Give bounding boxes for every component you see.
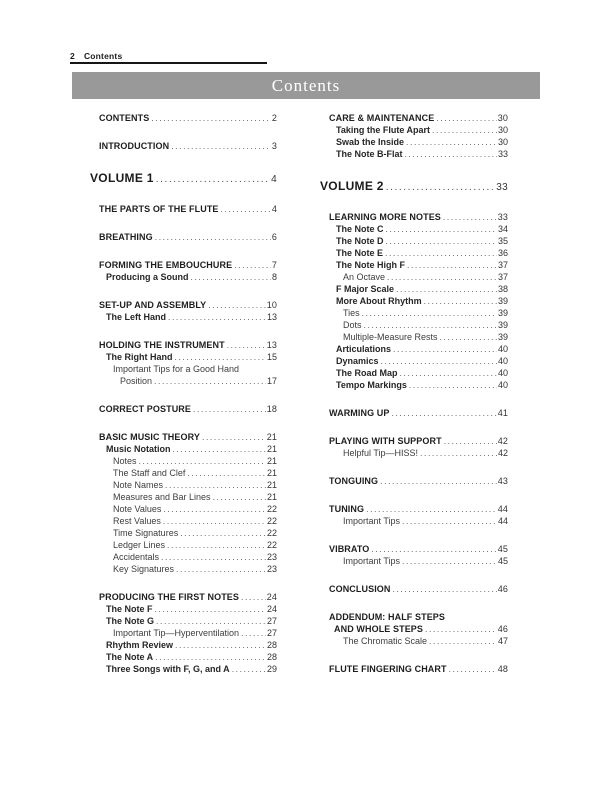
toc-entry [90,351,277,363]
dot-leader [444,435,497,447]
dot-leader [393,343,497,355]
dot-leader [436,112,496,124]
toc-entry-label: FLUTE FINGERING CHART [329,664,447,674]
toc-entry-label: Time Signatures [113,528,179,538]
toc-entry-page: 44 [497,516,508,526]
toc-entry-page: 46 [497,584,508,594]
dot-leader [440,331,497,343]
toc-entry-label: Note Values [113,504,162,514]
toc-entry-label: F Major Scale [336,284,395,294]
toc-entry-page: 39 [497,296,508,306]
toc-entry [90,479,277,491]
toc-entry-label: The Note F [106,604,153,614]
toc-entry-page: 22 [266,540,277,550]
toc-entry-label: Ties [343,308,360,318]
toc-entry-page: 28 [266,640,277,650]
toc-entry-page: 40 [497,356,508,366]
toc-entry [320,407,508,419]
toc-entry [320,295,508,307]
running-head-section-label: Contents [83,51,123,61]
dot-leader [155,651,266,663]
dot-leader [208,299,266,311]
toc-entry-page: 37 [497,272,508,282]
toc-entry-page: 13 [266,312,277,322]
toc-entry [90,455,277,467]
dot-leader [191,271,271,283]
dot-leader [364,319,497,331]
toc-entry [90,311,277,323]
toc-entry-page: 38 [497,284,508,294]
toc-entry-page: 37 [497,260,508,270]
toc-entry-page: 28 [266,652,277,662]
toc-entry-page: 21 [266,480,277,490]
dot-leader [156,615,266,627]
dot-leader [175,351,266,363]
toc-entry-label: Producing a Sound [106,272,189,282]
dot-leader [402,515,497,527]
toc-entry-label: PRODUCING THE FIRST NOTES [99,592,240,602]
toc-entry-page: 46 [497,624,508,634]
toc-entry-page: 7 [271,260,277,270]
toc-entry-label: Measures and Bar Lines [113,492,211,502]
toc-entry-page: 40 [497,344,508,354]
toc-entry-page: 40 [497,380,508,390]
toc-entry-page: 45 [497,544,508,554]
toc-entry-label: Important Tips for a Good Hand [113,364,240,374]
toc-entry-page: 33 [497,149,508,159]
toc-entry-label: Music Notation [106,444,171,454]
toc-entry [90,491,277,503]
toc-entry [90,515,277,527]
toc-entry [320,663,508,675]
toc-entry-page: 42 [497,448,508,458]
toc-entry-label: BREATHING [99,232,153,242]
dot-leader [392,407,497,419]
toc-entry [320,515,508,527]
toc-entry [90,171,277,187]
dot-leader [386,235,497,247]
toc-entry-page: 34 [497,224,508,234]
toc-entry [320,583,508,595]
toc-entry [320,124,508,136]
toc-entry [320,355,508,367]
toc-entry-page: 3 [271,141,277,151]
toc-entry-label: PLAYING WITH SUPPORT [329,436,442,446]
dot-leader [387,271,497,283]
toc-entry [320,343,508,355]
toc-entry [320,223,508,235]
dot-leader [151,112,271,124]
contents-banner [72,72,540,99]
dot-leader [171,140,271,152]
toc-entry [320,635,508,647]
toc-entry-label: The Note C [336,224,384,234]
toc-entry [90,627,277,639]
dot-leader [163,515,266,527]
toc-entry-label: The Staff and Clef [113,468,186,478]
toc-entry-page: 22 [266,516,277,526]
toc-entry [90,299,277,311]
toc-entry-label: Helpful Tip—HISS! [343,448,419,458]
toc-entry-label: CORRECT POSTURE [99,404,192,414]
toc-entry-label: SET-UP AND ASSEMBLY [99,300,207,310]
toc-entry [320,447,508,459]
dot-leader [165,479,266,491]
toc-entry-page: 21 [266,432,277,442]
dot-leader [362,307,497,319]
toc-entry-page: 27 [266,628,277,638]
toc-entry-label: VOLUME 2 [320,179,384,193]
toc-entry [90,363,277,375]
toc-entry-label: Articulations [336,344,392,354]
toc-entry-label: BASIC MUSIC THEORY [99,432,200,442]
dot-leader [175,639,266,651]
toc-entry [320,319,508,331]
dot-leader [161,551,266,563]
toc-entry-label: The Note High F [336,260,405,270]
toc-entry [320,247,508,259]
dot-leader [187,467,266,479]
toc-entry-page: 44 [497,504,508,514]
dot-leader [176,563,266,575]
toc-entry [320,307,508,319]
toc-entry-page: 48 [497,664,508,674]
toc-entry-label: AND WHOLE STEPS [334,624,424,634]
toc-entry [320,555,508,567]
toc-entry-page: 21 [266,468,277,478]
toc-entry-page: 30 [497,137,508,147]
toc-entry-label: CARE & MAINTENANCE [329,113,435,123]
toc-entry-label: Dots [343,320,362,330]
toc-entry [90,140,277,152]
toc-entry [320,623,508,635]
dot-leader [193,403,266,415]
dot-leader [396,283,497,295]
toc-entry-label: The Right Hand [106,352,173,362]
dot-leader [385,247,497,259]
toc-entry-label: Important Tips [343,556,401,566]
toc-entry [320,112,508,124]
toc-entry-page: 35 [497,236,508,246]
toc-entry-label: VOLUME 1 [90,171,154,185]
toc-entry-page: 33 [497,212,508,222]
toc-entry-page: 39 [497,308,508,318]
toc-entry [90,503,277,515]
toc-entry [320,235,508,247]
toc-entry-label: The Chromatic Scale [343,636,428,646]
dot-leader [386,180,496,195]
toc-entry-label: More About Rhythm [336,296,422,306]
toc-entry [90,259,277,271]
toc-entry-label: Accidentals [113,552,160,562]
toc-entry [90,639,277,651]
toc-entry-label: Note Names [113,480,164,490]
toc-entry-label: Tempo Markings [336,380,407,390]
toc-entry-label: Ledger Lines [113,540,166,550]
dot-leader [234,259,271,271]
dot-leader [371,543,496,555]
toc-entry-page: 23 [266,552,277,562]
toc-entry-label: THE PARTS OF THE FLUTE [99,204,219,214]
toc-entry [90,467,277,479]
toc-entry-page: 21 [266,444,277,454]
toc-entry [90,403,277,415]
dot-leader [366,503,497,515]
toc-entry-page: 10 [266,300,277,310]
toc-entry-page: 6 [271,232,277,242]
toc-entry-page: 40 [497,368,508,378]
toc-entry-page: 2 [271,113,277,123]
dot-leader [380,475,497,487]
running-head [70,51,122,61]
toc-entry [90,443,277,455]
toc-entry-label: FORMING THE EMBOUCHURE [99,260,233,270]
dot-leader [227,339,266,351]
toc-entry [320,379,508,391]
toc-entry-label: Notes [113,456,137,466]
toc-entry-page: 21 [266,456,277,466]
toc-entry [320,331,508,343]
dot-leader [168,311,266,323]
dot-leader [155,231,271,243]
toc-entry [90,603,277,615]
dot-leader [241,591,266,603]
dot-leader [232,663,266,675]
toc-entry [90,663,277,675]
toc-entry-label: HOLDING THE INSTRUMENT [99,340,225,350]
toc-entry-label: An Octave [343,272,386,282]
toc-entry [320,475,508,487]
toc-entry-label: Swab the Inside [336,137,405,147]
toc-entry [90,231,277,243]
toc-entry [320,503,508,515]
toc-entry [90,539,277,551]
toc-entry-page: 45 [497,556,508,566]
running-head-rule [70,62,267,64]
dot-leader [432,124,497,136]
toc-entry-label: The Note B-Flat [336,149,403,159]
toc-entry-page: 27 [266,616,277,626]
toc-entry-page: 21 [266,492,277,502]
toc-entry-label: The Note G [106,616,155,626]
toc-entry-label: CONTENTS [99,113,150,123]
dot-leader [409,379,497,391]
toc-entry-page: 13 [266,340,277,350]
toc-entry [90,527,277,539]
toc-entry-page: 15 [266,352,277,362]
toc-entry [90,563,277,575]
toc-entry-page: 24 [266,592,277,602]
toc-entry-label: CONCLUSION [329,584,391,594]
toc-entry-label: INTRODUCTION [99,141,170,151]
toc-entry-label: The Note A [106,652,154,662]
toc-entry-label: Position [120,376,153,386]
dot-leader [173,443,266,455]
toc-entry [90,271,277,283]
toc-entry-label: The Note E [336,248,384,258]
dot-leader [405,148,497,160]
toc-entry [90,551,277,563]
toc-entry [90,112,277,124]
toc-entry-label: Important Tips [343,516,401,526]
toc-entry-page: 30 [497,113,508,123]
toc-entry-label: Taking the Flute Apart [336,125,431,135]
dot-leader [407,259,497,271]
toc-entry-page: 43 [497,476,508,486]
toc-entry-label: The Road Map [336,368,398,378]
toc-entry-label: TONGUING [329,476,379,486]
banner-title: Contents [271,75,341,95]
dot-leader [402,555,497,567]
toc-entry-label: Multiple-Measure Rests [343,332,438,342]
dot-leader [202,431,266,443]
toc-entry-page: 33 [496,182,508,193]
dot-leader [420,447,497,459]
toc-entry-label: TUNING [329,504,365,514]
toc-entry-page: 36 [497,248,508,258]
toc-entry [320,179,508,195]
dot-leader [156,172,270,187]
toc-entry-label: Dynamics [336,356,379,366]
toc-entry [320,283,508,295]
dot-leader [180,527,266,539]
toc-entry [90,339,277,351]
toc-entry-label: The Left Hand [106,312,166,322]
dot-leader [213,491,266,503]
dot-leader [381,355,497,367]
dot-leader [241,627,266,639]
toc-entry-label: LEARNING MORE NOTES [329,212,441,222]
toc-entry [320,136,508,148]
dot-leader [155,603,266,615]
dot-leader [406,136,497,148]
toc-entry [320,367,508,379]
toc-entry-label: WARMING UP [329,408,390,418]
toc-entry-label: Key Signatures [113,564,175,574]
toc-entry-page: 17 [266,376,277,386]
toc-entry-label: Important Tip—Hyperventilation [113,628,240,638]
toc-entry-page: 18 [266,404,277,414]
toc-entry-label: ADDENDUM: HALF STEPS [329,612,445,622]
dot-leader [425,623,497,635]
toc-entry [90,651,277,663]
toc-entry [320,271,508,283]
toc-entry-page: 24 [266,604,277,614]
dot-leader [167,539,266,551]
toc-entry [90,203,277,215]
dot-leader [154,375,266,387]
toc-entry-page: 30 [497,125,508,135]
toc-entry-page: 22 [266,528,277,538]
toc-entry-page: 22 [266,504,277,514]
toc-right-column [320,112,508,675]
toc-entry-page: 39 [497,332,508,342]
toc-entry [320,435,508,447]
toc-entry-page: 23 [266,564,277,574]
toc-entry-label: Three Songs with F, G, and A [106,664,230,674]
toc-entry-label: VIBRATO [329,544,370,554]
toc-entry [90,615,277,627]
running-head-page-number: 2 [70,51,75,61]
toc-entry-page: 41 [497,408,508,418]
dot-leader [163,503,266,515]
toc-entry [320,611,508,623]
toc-entry-page: 4 [271,204,277,214]
toc-entry [90,375,277,387]
dot-leader [393,583,497,595]
dot-leader [221,203,271,215]
toc-left-column [90,112,277,675]
toc-entry-label: The Note D [336,236,384,246]
toc-entry [320,259,508,271]
dot-leader [443,211,497,223]
toc-entry-page: 4 [271,174,277,185]
toc-entry [320,543,508,555]
toc-entry-label: Rhythm Review [106,640,174,650]
dot-leader [449,663,497,675]
toc-entry [90,431,277,443]
dot-leader [386,223,497,235]
toc-entry [320,211,508,223]
dot-leader [429,635,497,647]
dot-leader [424,295,497,307]
toc-entry-label: Rest Values [113,516,161,526]
toc-entry-page: 42 [497,436,508,446]
toc-entry-page: 8 [271,272,277,282]
dot-leader [139,455,266,467]
toc-entry-page: 47 [497,636,508,646]
toc-entry-page: 39 [497,320,508,330]
toc-entry-page: 29 [266,664,277,674]
toc-entry [320,148,508,160]
toc-entry [90,591,277,603]
dot-leader [400,367,497,379]
